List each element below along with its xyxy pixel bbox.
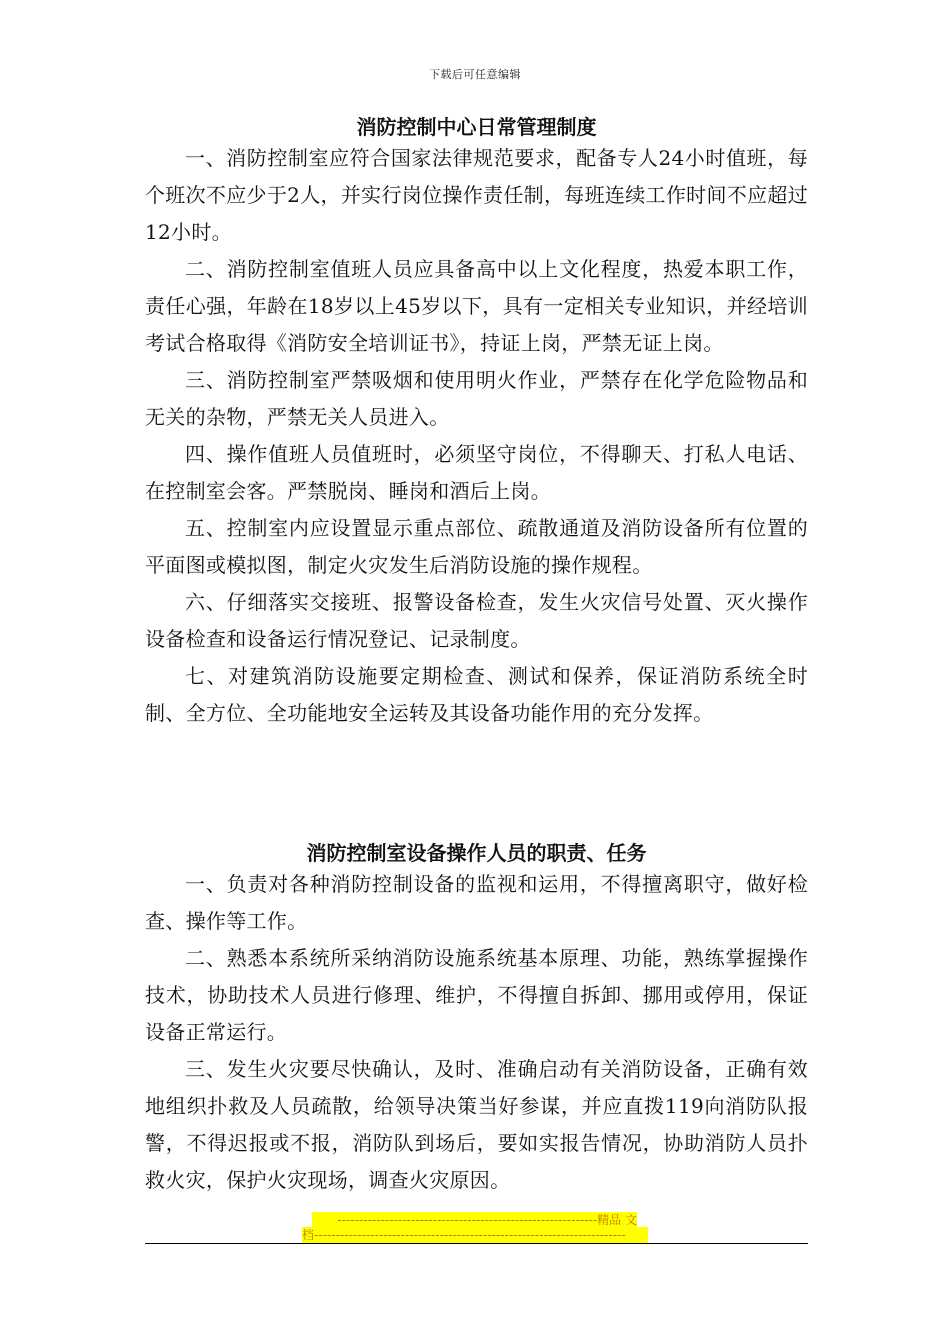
section-title: 消防控制中心日常管理制度: [356, 115, 597, 139]
paragraph: 一、消防控制室应符合国家法律规范要求，配备专人24小时值班，每个班次不应少于2人，并实行岗位操作责任制，每班连续工作时间不应超过12小时。: [145, 146, 808, 244]
paragraph: 五、控制室内应设置显示重点部位、疏散通道及消防设备所有位置的平面图或模拟图，制定火灾发生后消防设施的操作规程。: [145, 516, 808, 577]
footer-divider: [145, 1243, 808, 1244]
paragraph: 二、熟悉本系统所采纳消防设施系统基本原理、功能，熟练掌握操作技术，协助技术人员进行修理、维护，不得擅自拆卸、挪用或停用，保证设备正常运行。: [145, 946, 808, 1044]
paragraph: 六、仔细落实交接班、报警设备检查，发生火灾信号处置、灭火操作设备检查和设备运行情况登记、记录制度。: [145, 590, 808, 651]
paragraph: 二、消防控制室值班人员应具备高中以上文化程度，热爱本职工作，责任心强，年龄在18岁以上45岁以下，具有一定相关专业知识，并经培训考试合格取得《消防安全培训证书》，持证上岗，严禁无证上岗。: [145, 257, 808, 355]
paragraph: 七、对建筑消防设施要定期检查、测试和保养，保证消防系统全时制、全方位、全功能地安全运转及其设备功能作用的充分发挥。: [145, 664, 808, 725]
section-operator-duties: [145, 840, 808, 1199]
footer-line-2: 档------------------------------------------------------------------------: [302, 1227, 648, 1243]
section-title: 消防控制室设备操作人员的职责、任务: [306, 841, 647, 865]
paragraph: 一、负责对各种消防控制设备的监视和运用，不得擅离职守，做好检查、操作等工作。: [145, 872, 808, 933]
paragraph: 三、发生火灾要尽快确认，及时、准确启动有关消防设备，正确有效地组织扑救及人员疏散，给领导决策当好参谋，并应直拨119向消防队报警，不得迟报或不报，消防队到场后，要如实报告情况，协助消防人员扑救火灾，保护火灾现场，调查火灾原因。: [145, 1057, 808, 1192]
paragraph: 三、消防控制室严禁吸烟和使用明火作业，严禁存在化学危险物品和无关的杂物，严禁无关人员进入。: [145, 368, 808, 429]
section-fire-control-management: [145, 114, 808, 732]
header-note: 下载后可任意编辑: [429, 68, 521, 81]
paragraph: 四、操作值班人员值班时，必须坚守岗位，不得聊天、打私人电话、在控制室会客。严禁脱岗、睡岗和酒后上岗。: [145, 442, 808, 503]
footer-line-1: ------------------------------------------------------------精品 文: [312, 1212, 637, 1228]
